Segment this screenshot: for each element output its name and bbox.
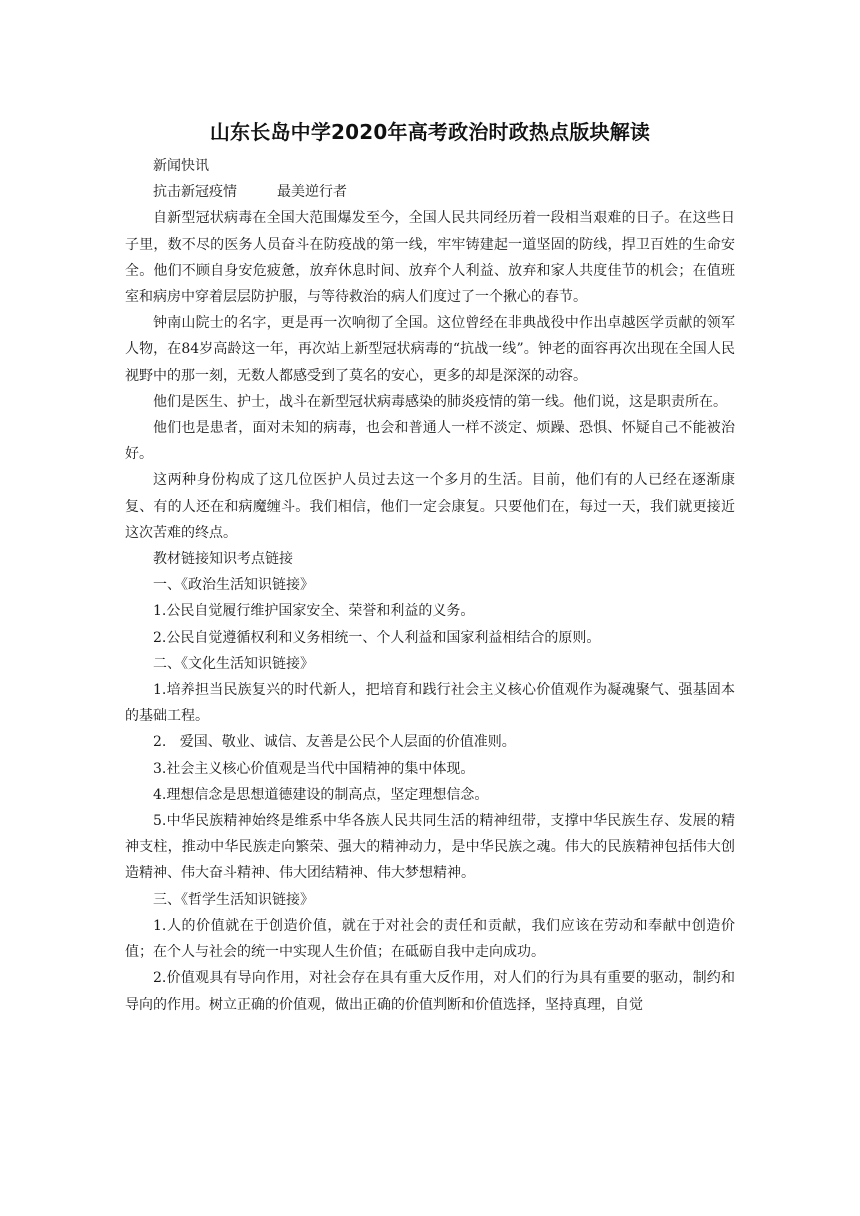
news-paragraph: 他们也是患者，面对未知的病毒，也会和普通人一样不淡定、烦躁、恐惧、怀疑自己不能被治好。 [125,420,735,463]
culture-item: 5.中华民族精神始终是维系中华各族人民共同生活的精神纽带，支撑中华民族生存、发展的精神支柱，推动中华民族走向繁荣、强大的精神动力，是中华民族之魂。伟大的民族精神包括伟大创造精神、伟大奋斗精神、伟大团结精神、伟大梦想精神。 [125,813,735,882]
document-body [125,153,735,1018]
section-heading-links: 教材链接知识考点链接 [153,551,293,568]
politics-item: 2.公民自觉遵循权利和义务相统一、个人利益和国家利益相结合的原则。 [153,629,601,646]
section-heading-news: 新闻快讯 [153,158,209,174]
culture-item: 4.理想信念是思想道德建设的制高点，坚定理想信念。 [153,786,489,803]
news-paragraph: 这两种身份构成了这几位医护人员过去这一个多月的生活。目前，他们有的人已经在逐渐康复、有的人还在和病魔缠斗。我们相信，他们一定会康复。只要他们在，每过一天，我们就更接近这次苦难的终点。 [125,472,735,541]
culture-heading: 二、《文化生活知识链接》 [153,655,314,672]
news-subtitle-left: 抗击新冠疫情 [153,184,237,201]
news-paragraph: 自新型冠状病毒在全国大范围爆发至今，全国人民共同经历着一段相当艰难的日子。在这些日子里，数不尽的医务人员奋斗在防疫战的第一线，牢牢铸建起一道坚固的防线，捍卫百姓的生命安全。他们不顾自身安危疲惫，放弃休息时间、放弃个人利益、放弃和家人共度佳节的机会；在值班室和病房中穿着层层防护服，与等待救治的病人们度过了一个揪心的春节。 [125,210,735,306]
politics-heading: 一、《政治生活知识链接》 [153,577,314,594]
news-paragraph: 钟南山院士的名字，更是再一次响彻了全国。这位曾经在非典战役中作出卓越医学贡献的领军人物，在84岁高龄这一年，再次站上新型冠状病毒的“抗战一线”。钟老的面容再次出现在全国人民视野中的那一刻，无数人都感受到了莫名的安心，更多的却是深深的动容。 [125,315,735,384]
philosophy-heading: 三、《哲学生活知识链接》 [153,891,314,908]
culture-item: 1.培养担当民族复兴的时代新人，把培育和践行社会主义核心价值观作为凝魂聚气、强基固本的基础工程。 [125,682,735,725]
philosophy-item: 2.价值观具有导向作用，对社会存在具有重大反作用，对人们的行为具有重要的驱动，制约和导向的作用。树立正确的价值观，做出正确的价值判断和价值选择，坚持真理，自觉 [125,970,735,1013]
philosophy-item: 1.人的价值就在于创造价值，就在于对社会的责任和贡献，我们应该在劳动和奉献中创造价值；在个人与社会的统一中实现人生价值；在砥砺自我中走向成功。 [125,917,735,961]
news-paragraph: 他们是医生、护士，战斗在新型冠状病毒感染的肺炎疫情的第一线。他们说，这是职责所在。 [153,393,727,410]
news-subtitle-right: 最美逆行者 [277,184,347,201]
culture-item: 2. 爱国、敬业、诚信、友善是公民个人层面的价值准则。 [153,734,516,751]
news-subtitle [125,179,735,205]
politics-item: 1.公民自觉履行维护国家安全、荣誉和利益的义务。 [153,603,475,620]
culture-item: 3.社会主义核心价值观是当代中国精神的集中体现。 [153,760,475,777]
document-title: 山东长岛中学2020年高考政治时政热点版块解读 [209,120,651,144]
